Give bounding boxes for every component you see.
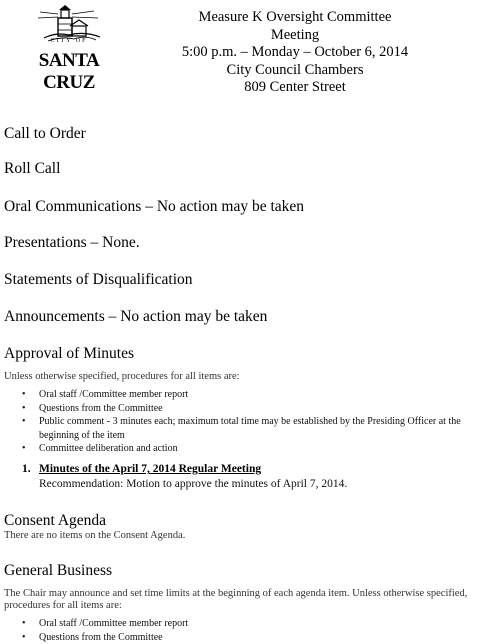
heading-presentations: Presentations – None. [4, 234, 140, 251]
logo-name-text: SANTA CRUZ [38, 50, 100, 93]
list-item: • Questions from the Committee [22, 402, 461, 416]
header-subtitle: Meeting [270, 26, 320, 43]
consent-text: There are no items on the Consent Agenda. [4, 530, 186, 541]
city-logo [14, 4, 124, 93]
approval-bullet-list [22, 388, 461, 456]
heading-oral-communications: Oral Communications – No action may be taken [4, 198, 305, 215]
list-item-continuation: beginning of the item [39, 429, 125, 441]
heading-call-to-order: Call to Order [4, 125, 86, 142]
meeting-header [150, 9, 440, 97]
approval-intro: Unless otherwise specified, procedures for all items are: [4, 371, 240, 382]
item-title-link[interactable]: Minutes of the April 7, 2014 Regular Meeting [39, 463, 262, 475]
list-item: • Public comment - 3 minutes each; maximum total time may be established by the Presiding Officer at the [22, 415, 461, 429]
item-number: 1. [22, 463, 31, 475]
logo-city-text: CITY OF [50, 38, 88, 44]
header-title: Measure K Oversight Committee [198, 9, 392, 25]
heading-announcements: Announcements – No action may be taken [4, 308, 268, 325]
list-item: • Committee deliberation and action [22, 442, 461, 456]
heading-consent-agenda: Consent Agenda [4, 512, 107, 529]
header-location: City Council Chambers [226, 61, 364, 78]
header-address: 809 Center Street [244, 79, 346, 95]
heading-roll-call: Roll Call [4, 160, 61, 177]
general-intro-line2: procedures for all items are: [4, 600, 122, 611]
heading-general-business: General Business [4, 562, 113, 579]
header-datetime: 5:00 p.m. – Monday – October 6, 2014 [181, 44, 409, 60]
list-item: • Oral staff /Committee member report [22, 388, 461, 402]
list-item: • Oral staff /Committee member report [22, 617, 188, 631]
heading-disqualification: Statements of Disqualification [4, 271, 193, 288]
general-intro-line1: The Chair may announce and set time limits at the beginning of each agenda item. Unless otherwise specified, [4, 588, 468, 599]
item-recommendation: Recommendation: Motion to approve the minutes of April 7, 2014. [39, 478, 348, 490]
list-item: • Questions from the Committee [22, 631, 188, 644]
general-bullet-list [22, 617, 188, 644]
heading-approval-of-minutes: Approval of Minutes [4, 345, 135, 362]
